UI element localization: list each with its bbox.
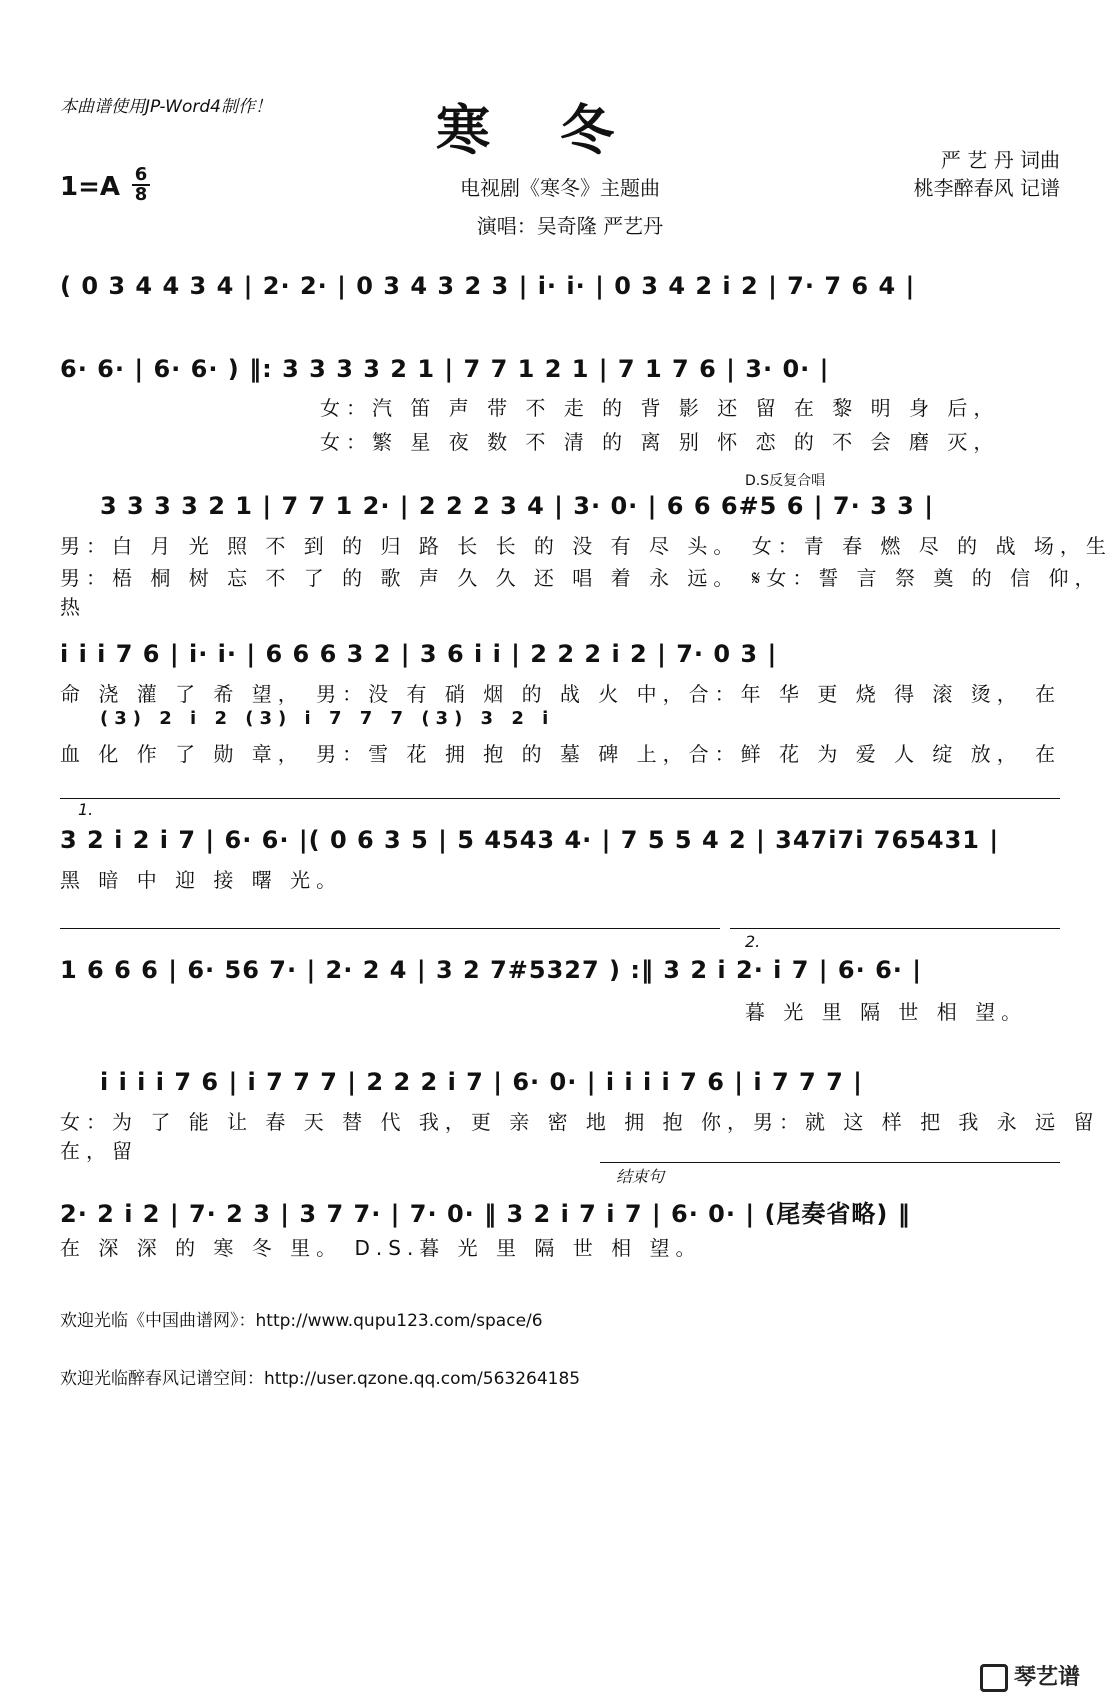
- ending-bracket: [600, 1162, 1060, 1163]
- score-row: 2· 2 i 2 | 7· 2 3 | 3 7 7· | 7· 0· ‖ 3 2 i 7 i 7 | 6· 0· | (尾奏省略) ‖: [60, 1200, 911, 1228]
- transcriber: 桃李醉春风 记谱: [913, 176, 1060, 200]
- subtitle: 电视剧《寒冬》主题曲: [460, 176, 660, 200]
- footer-link-qupu[interactable]: 欢迎光临《中国曲谱网》：http://www.qupu123.com/space/6: [60, 1311, 543, 1331]
- singers: 演唱：吴奇隆 严艺丹: [476, 214, 664, 238]
- brand-name: 琴艺谱: [1013, 1665, 1080, 1690]
- lyric-line: 黑 暗 中 迎 接 曙 光。: [60, 868, 343, 892]
- volta-bracket: [60, 798, 1060, 799]
- score-row: 3 2 i 2 i 7 | 6· 6· |( 0 6 3 5 | 5 4543 4· | 7 5 5 4 2 | 347i7i 765431 |: [60, 826, 1000, 854]
- lyric-line: 命 浇 灌 了 希 望， 男：没 有 硝 烟 的 战 火 中，合：年 华 更 烧 得 滚 烫， 在: [60, 682, 1062, 706]
- score-row: ( 0 3 4 4 3 4 | 2· 2· | 0 3 4 3 2 3 | i· i· | 0 3 4 2 i 2 | 7· 7 6 4 |: [60, 272, 916, 300]
- score-row: 6· 6· | 6· 6· ) ‖: 3 3 3 3 2 1 | 7 7 1 2 1 | 7 1 7 6 | 3· 0· |: [60, 355, 830, 383]
- credit-note: 本曲谱使用JP-Word4制作！: [60, 97, 272, 117]
- key-signature: 1=A: [60, 172, 120, 202]
- lyric-line: 女：为 了 能 让 春 天 替 代 我，更 亲 密 地 拥 抱 你，男：就 这 样 把 我 永 远 留 在，留: [60, 1110, 1100, 1163]
- lyric-line: 暮 光 里 隔 世 相 望。: [745, 1000, 1028, 1024]
- score-row: i i i 7 6 | i· i· | 6 6 6 3 2 | 3 6 i i | 2 2 2 i 2 | 7· 0 3 |: [60, 640, 778, 668]
- time-top: 6: [134, 164, 148, 185]
- ds-mark: D.S反复合唱: [745, 473, 826, 489]
- lyric-line: 在 深 深 的 寒 冬 里。 D.S.暮 光 里 隔 世 相 望。: [60, 1236, 702, 1260]
- lyric-line: 女：繁 星 夜 数 不 清 的 离 别 怀 恋 的 不 会 磨 灭，: [320, 430, 1000, 454]
- footer-link-qzone[interactable]: 欢迎光临醉春风记谱空间：http://user.qzone.qq.com/563264185: [60, 1369, 581, 1389]
- lyric-line: 男：白 月 光 照 不 到 的 归 路 长 长 的 没 有 尽 头。 女：青 春 燃 尽 的 战 场，生: [60, 534, 1112, 558]
- page-title: 寒冬: [436, 98, 684, 162]
- lyric-line: 男：梧 桐 树 忘 不 了 的 歌 声 久 久 还 唱 着 永 远。 𝄋女：誓 言 祭 奠 的 信 仰，热: [60, 566, 1101, 619]
- score-row: i i i i 7 6 | i 7 7 7 | 2 2 2 i 7 | 6· 0· | i i i i 7 6 | i 7 7 7 |: [100, 1068, 863, 1096]
- volta-label: 1.: [78, 800, 94, 819]
- volta-bracket: [730, 928, 1060, 929]
- harmony-line: (3) 2 i 2 (3) i 7 7 7 (3) 3 2 i: [100, 708, 555, 729]
- brand-logo: [980, 1660, 1080, 1692]
- ending-label: 结束句: [616, 1167, 665, 1186]
- lyric-line: 女：汽 笛 声 带 不 走 的 背 影 还 留 在 黎 明 身 后，: [320, 396, 1000, 420]
- brand-icon: [980, 1664, 1008, 1692]
- score-row: 3 3 3 3 2 1 | 7 7 1 2· | 2 2 2 3 4 | 3· 0· | 6 6 6#5 6 | 7· 3 3 |: [100, 492, 934, 520]
- composer: 严 艺 丹 词曲: [940, 148, 1060, 172]
- time-bottom: 8: [134, 184, 148, 205]
- volta-bracket: [60, 928, 720, 929]
- lyric-line: 血 化 作 了 勋 章， 男：雪 花 拥 抱 的 墓 碑 上，合：鲜 花 为 爱 人 绽 放， 在: [60, 742, 1062, 766]
- volta-label: 2.: [745, 932, 761, 951]
- score-row: 1 6 6 6 | 6· 56 7· | 2· 2 4 | 3 2 7#5327 ) :‖ 3 2 i 2· i 7 | 6· 6· |: [60, 956, 923, 984]
